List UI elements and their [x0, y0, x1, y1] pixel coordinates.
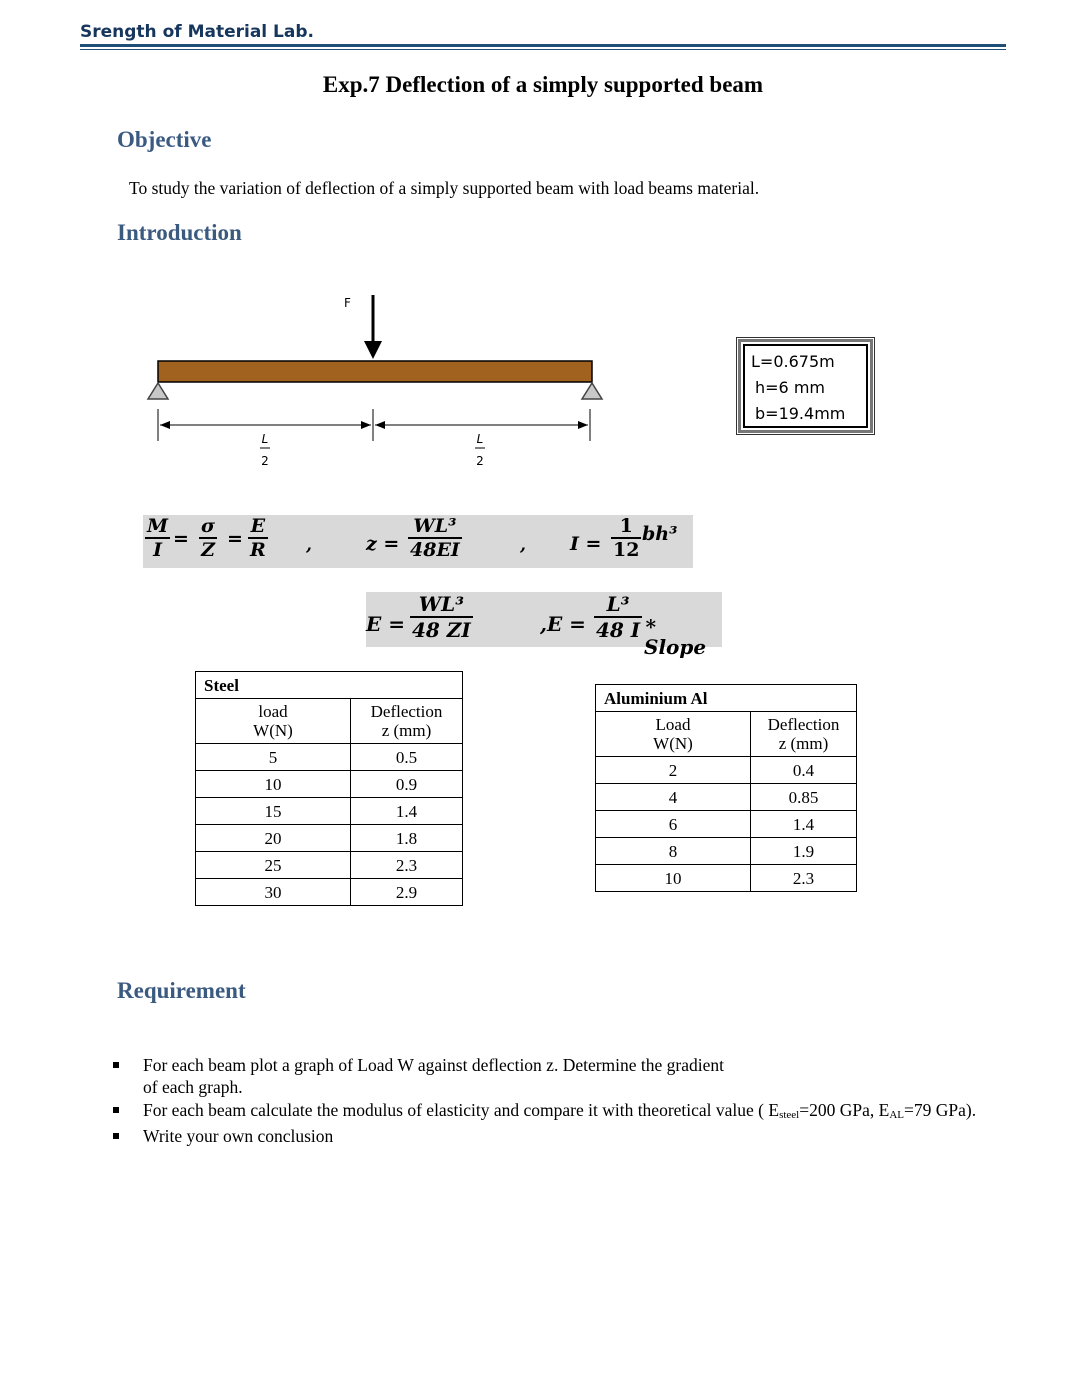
load-cell: 15 [196, 798, 351, 825]
frac-wl3-over-48zi [410, 592, 473, 642]
requirement-text: Write your own conclusion [143, 1126, 334, 1146]
frac-1-over-12 [611, 515, 641, 561]
equation-row-1 [143, 515, 693, 568]
load-cell: 30 [196, 879, 351, 906]
beam [158, 361, 592, 382]
half-length-num-left: L [261, 432, 269, 446]
half-length-num-right: L [476, 432, 484, 446]
dim-arrow [160, 421, 170, 429]
deflection-cell: 0.85 [751, 784, 857, 811]
document-title: Exp.7 Deflection of a simply supported beam [322, 72, 764, 97]
objective-text: To study the variation of deflection of a simply supported beam with load beams material. [129, 178, 760, 198]
half-length-den-left: 2 [261, 454, 269, 468]
eq-z-lhs: z = [366, 533, 400, 555]
frac-wl3-over-48ei [408, 515, 462, 561]
header-line: load [258, 702, 288, 721]
load-cell: 2 [596, 757, 751, 784]
header-title: Srength of Material Lab. [80, 22, 314, 42]
frac-den: I [153, 539, 162, 561]
subscript: steel [779, 1109, 800, 1121]
list-item [112, 1125, 992, 1147]
header-line: Load [655, 715, 691, 734]
header-line: z (mm) [381, 721, 432, 740]
table-row [596, 838, 857, 865]
table-row [196, 825, 463, 852]
frac-num: WL³ [413, 515, 457, 537]
table-row [196, 771, 463, 798]
al-header-load [596, 712, 751, 757]
frac-den: R [250, 539, 266, 561]
requirement-text: =200 GPa, E [799, 1100, 890, 1120]
frac-den: Z [201, 539, 215, 561]
frac-sigma-over-z [199, 515, 217, 561]
frac-den: 48 I [596, 618, 641, 642]
load-cell: 8 [596, 838, 751, 865]
frac-den: 48 ZI [412, 618, 471, 642]
deflection-cell: 1.9 [751, 838, 857, 865]
separator-comma: , [520, 535, 526, 555]
load-cell: 10 [596, 865, 751, 892]
steel-table-title: Steel [196, 672, 463, 699]
steel-header-deflection [351, 699, 463, 744]
frac-num: M [147, 515, 169, 537]
eq-slope-tail: ∗ Slope [644, 611, 707, 659]
eq-e-lhs: E = [366, 612, 405, 636]
table-row [596, 784, 857, 811]
dimensions-box-inner [743, 344, 868, 428]
deflection-cell: 0.9 [351, 771, 463, 798]
dimension-height: h=6 mm [755, 378, 825, 397]
left-support [148, 383, 168, 399]
deflection-cell: 2.3 [751, 865, 857, 892]
header-line: Deflection [767, 715, 840, 734]
table-row [196, 744, 463, 771]
table-row [196, 879, 463, 906]
dim-arrow [578, 421, 588, 429]
table-row [596, 865, 857, 892]
right-support [582, 383, 602, 399]
steel-header-load [196, 699, 351, 744]
load-cell: 25 [196, 852, 351, 879]
separator-comma: , [306, 535, 312, 555]
equals-sign: = [173, 528, 189, 550]
header-line: W(N) [253, 721, 293, 740]
load-cell: 5 [196, 744, 351, 771]
aluminium-table-title: Aluminium Al [596, 685, 857, 712]
table-row [596, 811, 857, 838]
requirements-list [112, 1054, 992, 1148]
table-row [196, 852, 463, 879]
force-arrow-head [364, 341, 382, 359]
deflection-cell: 1.4 [751, 811, 857, 838]
header-rule [80, 44, 1006, 47]
dimensions-box [736, 337, 875, 435]
beam-diagram [140, 285, 620, 480]
list-item [112, 1054, 992, 1098]
frac-num: WL³ [418, 592, 465, 616]
header-line: z (mm) [778, 734, 829, 753]
load-cell: 6 [596, 811, 751, 838]
deflection-cell: 1.4 [351, 798, 463, 825]
frac-num: L³ [606, 592, 630, 616]
deflection-cell: 2.9 [351, 879, 463, 906]
frac-den: 12 [613, 539, 640, 561]
requirement-text: =79 GPa). [904, 1100, 977, 1120]
requirement-text: For each beam calculate the modulus of elasticity and compare it with theoretical value ( E [143, 1100, 780, 1120]
frac-num: E [250, 515, 266, 537]
load-cell: 20 [196, 825, 351, 852]
heading-introduction: Introduction [117, 220, 242, 245]
deflection-cell: 1.8 [351, 825, 463, 852]
table-row [196, 798, 463, 825]
dimension-length: L=0.675m [751, 352, 835, 371]
table-row [596, 757, 857, 784]
eq-i-tail: bh³ [642, 523, 678, 545]
deflection-cell: 2.3 [351, 852, 463, 879]
eq-i-lhs: I = [570, 533, 602, 555]
frac-den: 48EI [410, 539, 460, 561]
deflection-cell: 0.5 [351, 744, 463, 771]
heading-requirement: Requirement [117, 978, 246, 1003]
list-item [112, 1099, 992, 1124]
frac-l3-over-48i [594, 592, 642, 642]
dim-arrow [375, 421, 385, 429]
aluminium-table [595, 684, 857, 892]
steel-table [195, 671, 463, 906]
header-line: Deflection [370, 702, 443, 721]
dim-arrow [361, 421, 371, 429]
load-cell: 4 [596, 784, 751, 811]
frac-m-over-i [145, 515, 170, 561]
load-cell: 10 [196, 771, 351, 798]
heading-objective: Objective [117, 127, 212, 152]
frac-num: σ [201, 515, 216, 537]
frac-e-over-r [248, 515, 268, 561]
frac-num: 1 [619, 515, 633, 537]
requirement-text: For each beam plot a graph of Load W against deflection z. Determine the gradient of each graph. [143, 1055, 725, 1097]
header-rule-thin [80, 49, 1006, 50]
equation-row-2 [366, 592, 722, 659]
header-line: W(N) [653, 734, 693, 753]
subscript: AL [889, 1109, 904, 1121]
al-header-deflection [751, 712, 857, 757]
deflection-cell: 0.4 [751, 757, 857, 784]
dimension-width: b=19.4mm [755, 404, 846, 423]
force-label: F [344, 296, 351, 310]
eq-e-slope-lhs: ,E = [540, 612, 586, 636]
half-length-den-right: 2 [476, 454, 484, 468]
equals-sign: = [227, 528, 243, 550]
